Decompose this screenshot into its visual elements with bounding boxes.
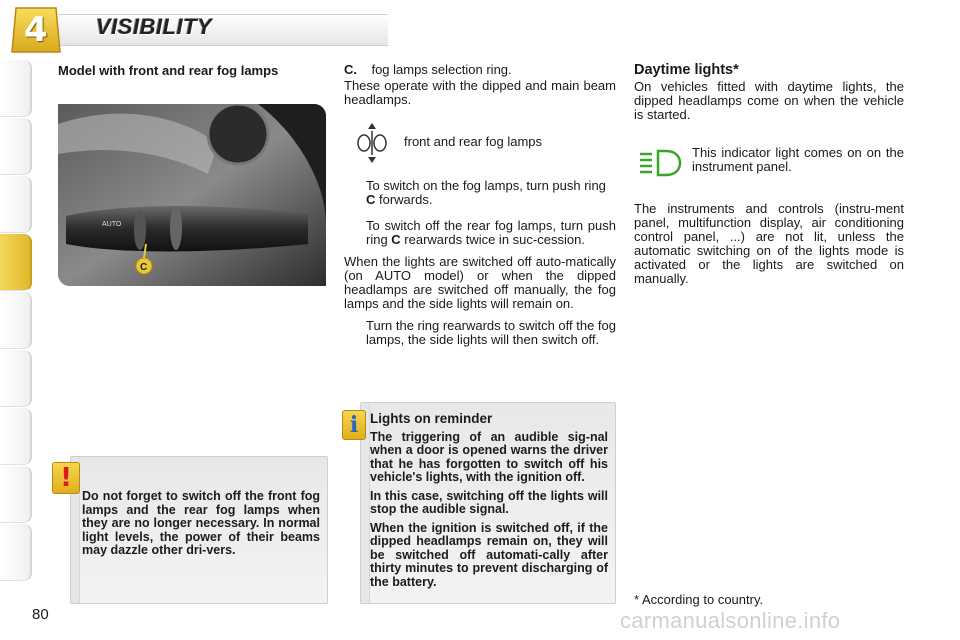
page-title: VISIBILITY <box>96 14 213 39</box>
auto-off-paragraph: When the lights are switched off auto-matically (on AUTO model) or when the dipped headlamps are switched off manually, the fog lamps and the side lights will remain on. <box>344 254 616 311</box>
info-box-paragraph: The triggering of an audible sig-nal when a door is opened warns the driver that he has forgotten to switch off his vehicle's lights, with the ignition off. <box>370 429 608 484</box>
bullet-ring-ref: C <box>366 192 376 207</box>
chapter-tab[interactable] <box>0 176 32 233</box>
bullet-ring-ref: C <box>391 232 401 247</box>
ring-c-text: fog lamps selection ring. <box>371 62 512 77</box>
chapter-tab[interactable] <box>0 408 32 465</box>
page-header <box>0 0 960 58</box>
list-item <box>344 219 616 247</box>
list-item <box>344 179 616 207</box>
daytime-indicator-text: This indicator light comes on on the instrument panel. <box>692 145 904 174</box>
bullet-text: forwards. <box>375 192 433 207</box>
daytime-intro: On vehicles fitted with daytime lights, the dipped headlamps come on when the vehicle is started. <box>634 79 904 122</box>
stalk-ring-letter: C <box>140 262 148 273</box>
info-icon: i <box>342 410 366 440</box>
warning-icon: ! <box>52 462 80 494</box>
chapter-tab[interactable] <box>0 350 32 407</box>
chapter-tab[interactable] <box>0 60 32 117</box>
info-box-paragraph: In this case, switching off the lights will stop the audible signal. <box>370 488 608 516</box>
bullet-text: Turn the ring rearwards to switch off the fog lamps, the side lights will then switch off. <box>366 318 617 347</box>
middle-column <box>344 63 616 347</box>
bullet-text: rearwards twice in suc-cession. <box>400 232 585 247</box>
list-item <box>344 319 616 347</box>
chapter-tab[interactable] <box>0 466 32 523</box>
chapter-number: 4 <box>24 10 48 50</box>
info-box-content <box>370 412 608 589</box>
info-box-heading: Lights on reminder <box>370 411 493 426</box>
daytime-indicator-row <box>634 145 904 196</box>
daytime-lights-heading: Daytime lights* <box>634 62 739 78</box>
warning-text: Do not forget to switch off the front fog lamps and the rear fog lamps when they are no longer necessary. In normal light levels, the power of their beams may dazzle other dri-vers. <box>82 489 320 557</box>
fog-lamps-model-heading: Model with front and rear fog lamps <box>58 63 279 78</box>
instruments-paragraph: The instruments and controls (instru-ment panel, multifunction display, air conditioning control panel, ...) are not lit, unless the automatic switching on of the lights mode is activated or the lights are switched on manually. <box>634 201 904 286</box>
chapter-tab-active[interactable] <box>0 234 32 291</box>
footnote: * According to country. <box>634 592 764 607</box>
chapter-tab[interactable] <box>0 524 32 581</box>
ring-c-label: C. <box>344 62 357 77</box>
chapter-tab-strip <box>0 60 34 580</box>
fog-lamp-stalk-photo <box>58 104 326 286</box>
chapter-tab[interactable] <box>0 292 32 349</box>
daytime-lights-indicator-icon <box>636 148 682 178</box>
fog-lamps-intro: These operate with the dipped and main beam headlamps. <box>344 78 616 107</box>
chapter-tab[interactable] <box>0 118 32 175</box>
fog-lamp-indicator-icon <box>352 121 392 165</box>
left-column <box>58 64 328 78</box>
bullet-text: To switch off the rear fog lamps, turn push ring <box>366 218 616 247</box>
info-box-paragraph: When the ignition is switched off, if the dipped headlamps remain on, they will be switched off automati-cally after thirty minutes to prevent discharging of the battery. <box>370 520 608 589</box>
bullet-text: To switch on the fog lamps, turn push ring <box>366 178 606 193</box>
right-column <box>634 63 904 286</box>
watermark: carmanualsonline.info <box>620 608 841 633</box>
page-number: 80 <box>32 606 49 623</box>
fog-indicator-row <box>344 121 616 167</box>
stalk-auto-label: AUTO <box>102 221 122 228</box>
fog-indicator-caption: front and rear fog lamps <box>404 134 543 149</box>
stalk-illustration <box>58 104 326 286</box>
